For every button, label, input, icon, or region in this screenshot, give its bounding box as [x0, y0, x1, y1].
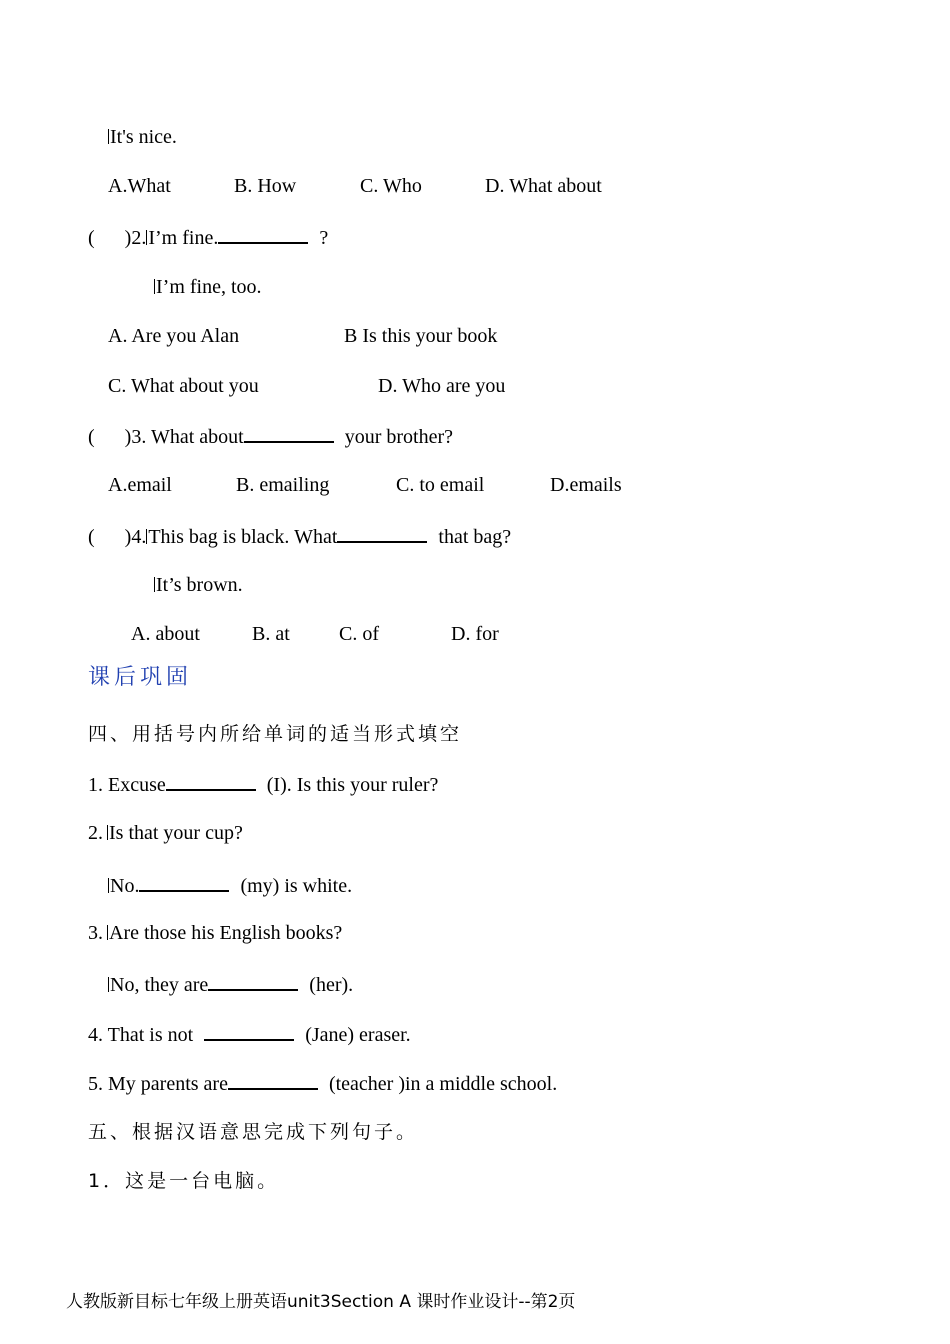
part4-item-2-answer: No. (my) is white. [108, 872, 352, 898]
dash-mark [108, 878, 109, 893]
q3-stem: ( )3. What about your brother? [88, 423, 453, 449]
q3-option-b: B. emailing [236, 474, 330, 496]
q2-answer-line: I’m fine, too. [156, 276, 262, 298]
part4-item-3-blank[interactable] [208, 971, 298, 991]
dash-mark [108, 129, 109, 144]
q1-option-b: B. How [234, 175, 297, 197]
q3-blank[interactable] [244, 423, 334, 443]
q3-option-a: A.email [108, 474, 172, 496]
q1-option-c: C. Who [360, 175, 422, 197]
q2-stem: ( )2. I’m fine. ? [88, 224, 328, 250]
q2-blank[interactable] [218, 224, 308, 244]
q2-option-a: A. Are you Alan [108, 325, 240, 347]
q4-stem: ( )4. This bag is black. What that bag? [88, 523, 511, 549]
answer-paren-open: ( [88, 426, 95, 448]
q4-option-a: A. about [131, 623, 200, 645]
answer-paren-open: ( [88, 227, 95, 249]
dash-mark [154, 279, 155, 294]
q2-option-b: B Is this your book [344, 325, 498, 347]
q2-option-d: D. Who are you [378, 375, 506, 397]
q4-option-d: D. for [451, 623, 499, 645]
q2-option-c: C. What about you [108, 375, 259, 397]
section-heading: 课后巩固 [88, 665, 193, 690]
q1-option-d: D. What about [485, 175, 602, 197]
part4-item-4-blank[interactable] [204, 1021, 294, 1041]
dash-mark [154, 577, 155, 592]
q3-option-c: C. to email [396, 474, 485, 496]
part4-item-5: 5. My parents are (teacher )in a middle school. [88, 1070, 557, 1096]
part4-item-3-question: 3. Are those his English books? [88, 922, 343, 944]
dash-mark [108, 977, 109, 992]
part4-item-2-question: 2. Is that your cup? [88, 822, 243, 844]
part4-title: 四、用括号内所给单词的适当形式填空 [88, 723, 463, 745]
q4-option-b: B. at [252, 623, 290, 645]
dash-mark [107, 825, 108, 840]
q4-blank[interactable] [337, 523, 427, 543]
part4-item-4: 4. That is not (Jane) eraser. [88, 1021, 411, 1047]
q4-option-c: C. of [339, 623, 379, 645]
part4-item-1: 1. Excuse (I). Is this your ruler? [88, 771, 438, 797]
part5-title: 五、根据汉语意思完成下列句子。 [88, 1121, 419, 1143]
part5-item-1: 1．这是一台电脑。 [88, 1170, 280, 1192]
part4-item-2-blank[interactable] [139, 872, 229, 892]
dash-mark [107, 925, 108, 940]
q3-option-d: D.emails [550, 474, 622, 496]
page-footer: 人教版新目标七年级上册英语unit3Section A 课时作业设计--第2页 [66, 1292, 576, 1312]
part4-item-1-blank[interactable] [166, 771, 256, 791]
answer-paren-open: ( [88, 526, 95, 548]
q1-answer-line: It's nice. [110, 126, 177, 148]
q1-option-a: A.What [108, 175, 171, 197]
part4-item-3-answer: No, they are (her). [108, 971, 353, 997]
part4-item-5-blank[interactable] [228, 1070, 318, 1090]
q4-answer-line: It’s brown. [156, 574, 243, 596]
